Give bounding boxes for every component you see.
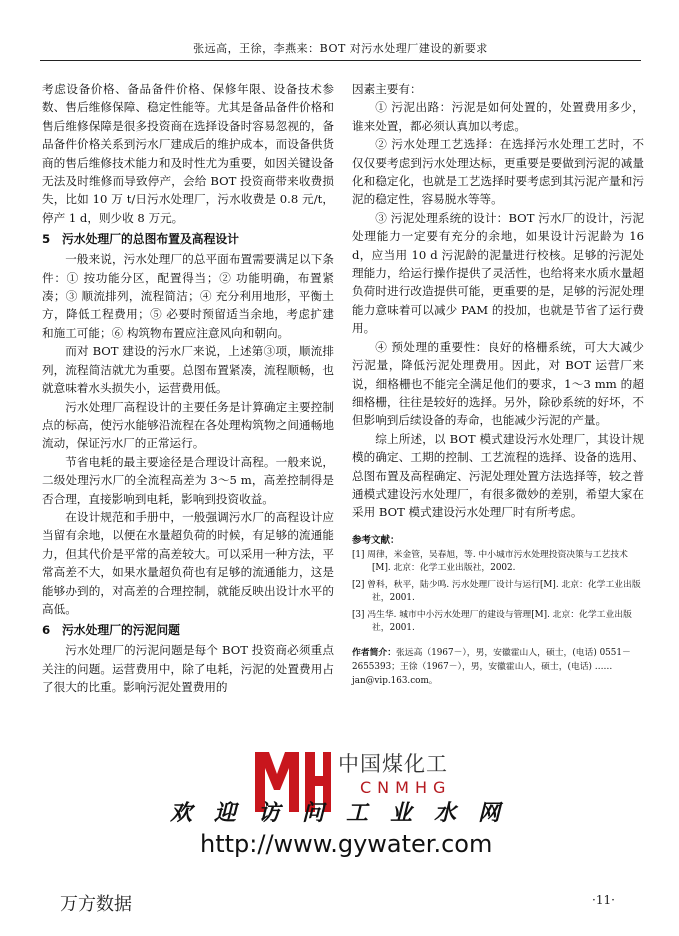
paragraph: 考虑设备价格、备品备件价格、保修年限、设备技术参数、售后维修保障、稳定性能等。尤其是备品备件价格和售后维修保障是很多投资商在选择设备时容易忽视的，备品备件价格关系到污水厂建成后的维护成本，而设备供货商的售后维修技术能力和及时性尤为重要，如因关键设备无法及时维修而导致停产，会给 BOT 投资商带来收费损失，比如 10 万 t/日污水处理厂，污水收费是 0.8 元/t，停产 1 d，则少收 8 万元。: [42, 82, 334, 225]
left-column: [42, 80, 334, 697]
paragraph: 节省电耗的最主要途径是合理设计高程。一般来说，二级处理污水厂的全流程高差为 3～5 m，高差控制得是否合理，直接影响到电耗，影响到投资收益。: [42, 454, 334, 506]
paragraph: ④ 预处理的重要性：良好的格栅系统，可大大减少污泥量，降低污泥处理费用。因此，对 BOT 运营厂来说，细格栅也不能完全满足他们的要求，1～3 mm 的超细格栅，往往是较好的选择。另外，除砂系统的好坏，不但影响到后续设备的寿命，也能减少污泥的产量。: [352, 339, 644, 428]
website-url[interactable]: http://www.gywater.com: [200, 830, 493, 858]
brand-name-cn: 中国煤化工: [338, 752, 448, 776]
paragraph: 污水处理厂高程设计的主要任务是计算确定主要控制点的标高，使污水能够沿流程在各处理构筑物之间通畅地流动，保证污水厂的正常运行。: [42, 399, 334, 451]
paragraph: 综上所述，以 BOT 模式建设污水处理厂，其设计规模的确定、工期的控制、工艺流程的选择、设备的选用、总图布置及高程确定、污泥处理处置方法选择等，较之普通模式建设污水处理厂，有很多微妙的差别，希望大家在采用 BOT 模式建设污水处理厂时有所考虑。: [352, 431, 644, 520]
section-heading-5: 5 污水处理厂的总图布置及高程设计: [42, 232, 239, 247]
welcome-banner: 欢迎访问工业水网: [170, 800, 523, 826]
paragraph: ① 污泥出路：污泥是如何处置的，处置费用多少，谁来处置，都必须认真加以考虑。: [352, 100, 644, 133]
brand-name-en: CNMHG: [360, 778, 452, 797]
paragraph: 而对 BOT 建设的污水厂来说，上述第③项，顺流排列，流程简洁就尤为重要。总图布置紧凑，流程顺畅，也就意味着水头损失小，运营费用低。: [42, 344, 334, 396]
paragraph: 在设计规范和手册中，一般强调污水厂的高程设计应当留有余地，以便在水量超负荷的时候，有足够的流通能力，但其代价是平常的高差较大。可以采用一种方法，平常高差不大，如果水量超负荷也有足够的流通能力，这是能够办到的，对高差的合理控制，就能反映出设计水平的高低。: [42, 509, 334, 616]
right-column: [352, 80, 666, 688]
page-number: ·11·: [592, 893, 615, 907]
paragraph: 因素主要有：: [352, 82, 422, 96]
author-bio: [352, 646, 666, 688]
section-heading-6: 6 污水处理厂的污泥问题: [42, 623, 180, 638]
paragraph: 一般来说，污水处理厂的总平面布置需要满足以下条件：① 按功能分区，配置得当；② 功能明确，布置紧凑；③ 顺流排列，流程简洁；④ 充分利用地形，平衡土方，降低工程费用；⑤ 必要时预留适当余地，考虑扩建和施工可能；⑥ 构筑物布置应注意风向和朝向。: [42, 252, 334, 340]
reference-item: [3] 冯生华. 城市中小污水处理厂的建设与管理[M]. 北京：化学工业出版社，2001.: [352, 609, 632, 634]
author-bio-text: 张远高（1967－），男，安徽霍山人，硕士，(电话) 0551－2655393；王徐（1967－），男，安徽霍山人，硕士，(电话) …… jan@vip.163.com。: [352, 647, 666, 686]
paragraph: ③ 污泥处理系统的设计：BOT 污水厂的设计，污泥处理能力一定要有充分的余地，如果设计污泥龄为 16 d，应当用 10 d 污泥龄的泥量进行校核。足够的污泥处理能力，给运行操作提供了灵活性，也给将来水质水量超负荷时进行改造提供可能，更重要的是，足够的污泥处理能力意味着可以减少 PAM 的投加，也就是节省了运行费用。: [352, 210, 644, 336]
paragraph: 污水处理厂的污泥问题是每个 BOT 投资商必须重点关注的问题。运营费用中，除了电耗，污泥的处置费用占了很大的比重。影响污泥处置费用的: [42, 643, 334, 695]
references-title: 参考文献：: [352, 534, 400, 546]
running-header: 张远高，王徐，李燕来：BOT 对污水处理厂建设的新要求: [40, 40, 641, 61]
paragraph: ② 污水处理工艺选择：在选择污水处理工艺时，不仅仅要考虑到污水处理达标，更重要是要做到污泥的减量化和稳定化，也就是工艺选择时要考虑到其污泥产量和污泥的稳定性，容易脱水等等。: [352, 137, 644, 207]
reference-item: [2] 曾科，秋平，陆少鸣. 污水处理厂设计与运行[M]. 北京：化学工业出版社，2001.: [352, 579, 641, 604]
database-label: 万方数据: [60, 894, 132, 915]
author-bio-label: 作者简介：: [352, 647, 396, 658]
reference-item: [1] 周律，米金管，吴春旭，等. 中小城市污水处理投资决策与工艺技术[M]. 北京：化学工业出版社，2002.: [352, 549, 628, 574]
